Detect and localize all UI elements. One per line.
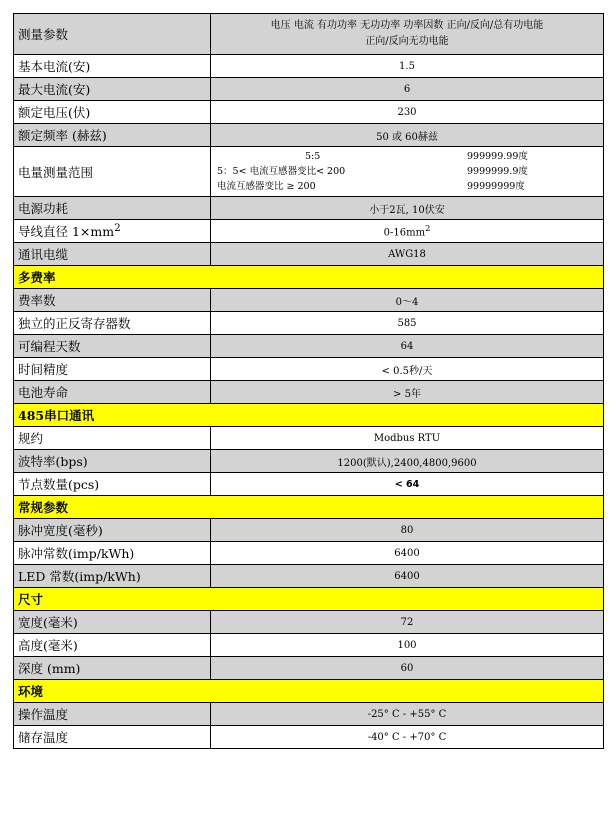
table-row — [14, 14, 604, 55]
measured-params-line2: 正向/反向无功电能 — [365, 36, 449, 47]
range-condition: 电流互感器变比 ≥ 200 — [217, 181, 316, 192]
section-title: 多费率 — [14, 266, 604, 289]
range-value — [211, 147, 604, 197]
row-label: 电池寿命 — [14, 381, 211, 404]
row-label: 通讯电缆 — [14, 243, 211, 266]
row-label: 脉冲常数(imp/kWh) — [14, 542, 211, 565]
table-row — [14, 381, 604, 404]
row-value: 6 — [211, 78, 604, 101]
table-row — [14, 220, 604, 243]
row-label: 时间精度 — [14, 358, 211, 381]
row-value: 1200(默认),2400,4800,9600 — [211, 450, 604, 473]
spec-table — [13, 13, 604, 749]
table-row — [14, 124, 604, 147]
table-row — [14, 147, 604, 197]
wire-label-text: 导线直径 1×mm — [18, 224, 115, 240]
row-value: 585 — [211, 312, 604, 335]
row-label: 规约 — [14, 427, 211, 450]
table-row — [14, 289, 604, 312]
row-value: 60 — [211, 657, 604, 680]
row-label: 深度 (mm) — [14, 657, 211, 680]
row-value: 72 — [211, 611, 604, 634]
section-title: 485串口通讯 — [14, 404, 604, 427]
table-row — [14, 565, 604, 588]
table-row — [14, 197, 604, 220]
row-value — [211, 14, 604, 55]
section-title: 尺寸 — [14, 588, 604, 611]
section-header-size — [14, 588, 604, 611]
wire-value-sup: 2 — [425, 223, 431, 234]
table-row — [14, 542, 604, 565]
row-label: 脉冲宽度(毫秒) — [14, 519, 211, 542]
row-label: 最大电流(安) — [14, 78, 211, 101]
section-title: 环境 — [14, 680, 604, 703]
table-row — [14, 519, 604, 542]
table-row — [14, 243, 604, 266]
table-row — [14, 78, 604, 101]
table-row — [14, 473, 604, 496]
table-row — [14, 312, 604, 335]
table-row — [14, 101, 604, 124]
row-value: 80 — [211, 519, 604, 542]
row-value: < 0.5秒/天 — [211, 358, 604, 381]
section-header-tariff — [14, 266, 604, 289]
row-label: 额定频率 (赫兹) — [14, 124, 211, 147]
row-value: -25° C - +55° C — [211, 703, 604, 726]
row-label — [14, 220, 211, 243]
table-row — [14, 611, 604, 634]
range-condition: 5:5 — [305, 151, 321, 162]
row-label: 独立的正反寄存器数 — [14, 312, 211, 335]
row-label: 额定电压(伏) — [14, 101, 211, 124]
table-row — [14, 335, 604, 358]
row-label: 电量测量范围 — [14, 147, 211, 197]
row-label: 可编程天数 — [14, 335, 211, 358]
row-value: 230 — [211, 101, 604, 124]
row-value: 6400 — [211, 565, 604, 588]
table-row — [14, 703, 604, 726]
table-row — [14, 450, 604, 473]
section-header-serial — [14, 404, 604, 427]
row-value: 小于2瓦, 10伏安 — [211, 197, 604, 220]
row-value: -40° C - +70° C — [211, 726, 604, 749]
row-value: AWG18 — [211, 243, 604, 266]
range-value-item: 999999.99度 — [467, 151, 528, 162]
range-condition: 5：5< 电流互感器变比< 200 — [217, 166, 346, 177]
row-label: 操作温度 — [14, 703, 211, 726]
row-value: 64 — [211, 335, 604, 358]
row-label: 波特率(bps) — [14, 450, 211, 473]
row-label: 费率数 — [14, 289, 211, 312]
row-label: 宽度(毫米) — [14, 611, 211, 634]
row-label: 节点数量(pcs) — [14, 473, 211, 496]
table-row — [14, 427, 604, 450]
table-row — [14, 726, 604, 749]
row-value: Modbus RTU — [211, 427, 604, 450]
section-header-general — [14, 496, 604, 519]
row-value — [211, 220, 604, 243]
measured-params-line1: 电压 电流 有功功率 无功功率 功率因数 正向/反向/总有功电能 — [270, 20, 544, 31]
wire-label-sup: 2 — [114, 221, 121, 234]
row-label: 测量参数 — [14, 14, 211, 55]
row-value: 0～4 — [211, 289, 604, 312]
row-label: 基本电流(安) — [14, 55, 211, 78]
section-header-env — [14, 680, 604, 703]
row-label: 电源功耗 — [14, 197, 211, 220]
row-value: 50 或 60赫兹 — [211, 124, 604, 147]
row-value: 100 — [211, 634, 604, 657]
section-title: 常规参数 — [14, 496, 604, 519]
row-label: LED 常数(imp/kWh) — [14, 565, 211, 588]
table-row — [14, 55, 604, 78]
row-value: 6400 — [211, 542, 604, 565]
range-grid — [215, 150, 599, 193]
range-value-item: 99999999度 — [467, 181, 525, 192]
row-value: < 64 — [211, 473, 604, 496]
range-value-item: 9999999.9度 — [467, 166, 528, 177]
row-value: 1.5 — [211, 55, 604, 78]
wire-value-text: 0-16mm — [383, 227, 426, 239]
row-label: 储存温度 — [14, 726, 211, 749]
table-row — [14, 634, 604, 657]
table-row — [14, 358, 604, 381]
row-label: 高度(毫米) — [14, 634, 211, 657]
table-row — [14, 657, 604, 680]
row-value: > 5年 — [211, 381, 604, 404]
